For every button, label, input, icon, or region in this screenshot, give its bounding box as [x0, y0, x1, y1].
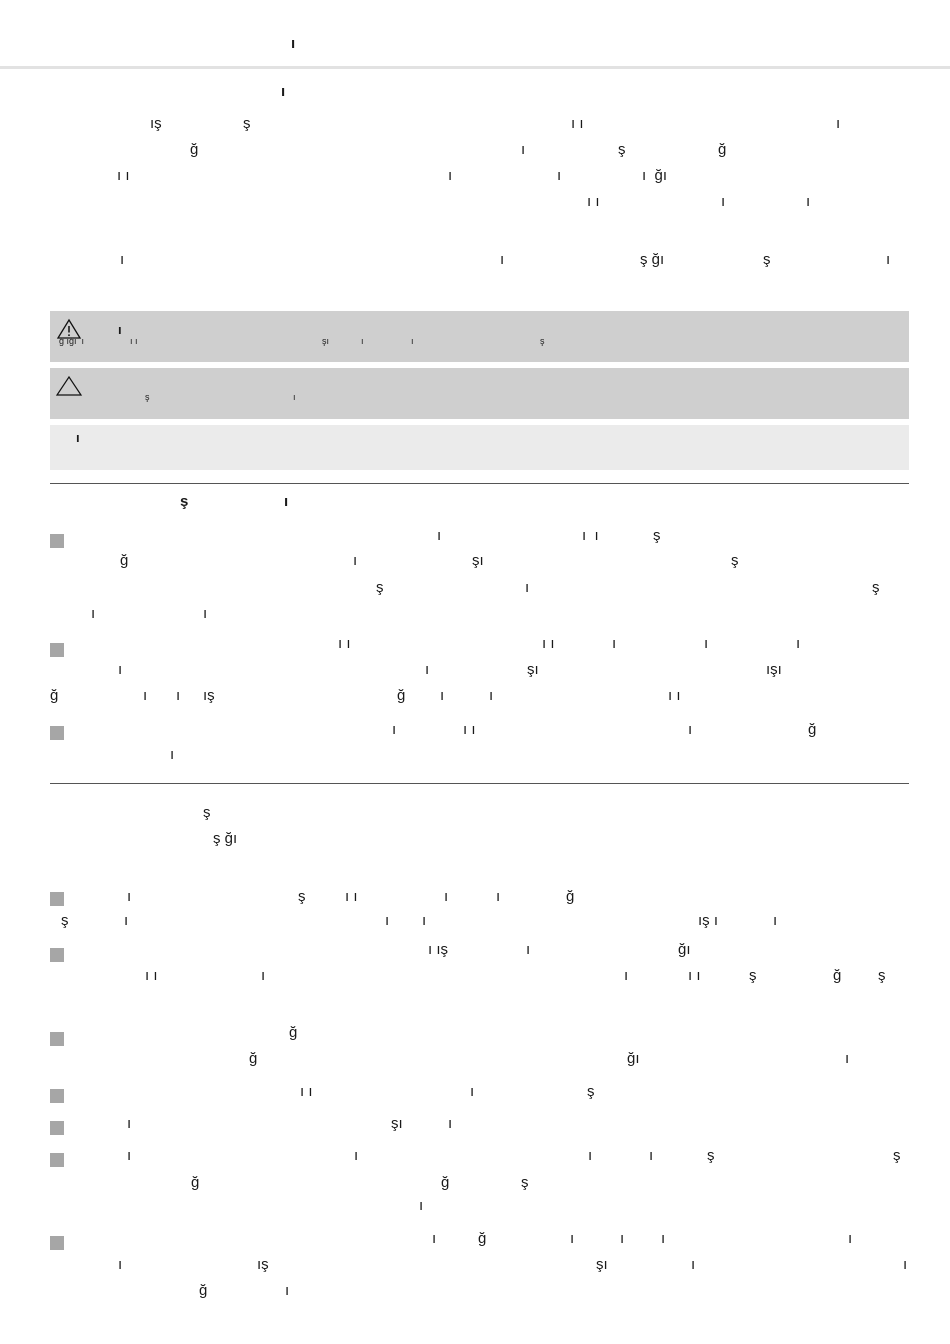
text-fragment: ş [521, 1174, 529, 1191]
text-fragment: ı [691, 1256, 696, 1273]
text-fragment: ı [500, 251, 505, 268]
text-fragment: ı [284, 493, 289, 510]
bullet-square [50, 1089, 64, 1103]
text-fragment: ı [170, 746, 175, 763]
text-fragment: ı [392, 721, 397, 738]
text-fragment: ğı [627, 1050, 640, 1067]
text-fragment: ı ı [117, 167, 130, 184]
text-fragment: ı [261, 967, 266, 984]
text-fragment: ış [257, 1256, 269, 1273]
text-fragment: ş [872, 579, 880, 596]
text-fragment: ışı [766, 661, 782, 678]
text-fragment: ş ğı [640, 251, 665, 268]
bullet-square [50, 1032, 64, 1046]
text-fragment: ı [127, 888, 132, 905]
text-fragment: ı [721, 193, 726, 210]
text-fragment: şı [527, 661, 539, 678]
text-fragment: ı [624, 967, 629, 984]
text-fragment: ş [749, 967, 757, 984]
text-fragment: ş ğı [213, 830, 238, 847]
text-fragment: ı [143, 687, 148, 704]
text-fragment: ş [243, 115, 251, 132]
text-fragment: ış [150, 115, 162, 132]
text-fragment: ı ı [130, 336, 138, 346]
text-fragment: ğ [249, 1050, 258, 1067]
text-fragment: ı ı [587, 193, 600, 210]
text-fragment: ı [448, 167, 453, 184]
text-fragment: ı [385, 912, 390, 929]
text-fragment: ı [124, 912, 129, 929]
text-fragment: ı [688, 721, 693, 738]
text-fragment: ı [903, 1256, 908, 1273]
text-fragment: ğ [478, 1230, 487, 1247]
text-fragment: ğ [289, 1024, 298, 1041]
header-divider [0, 66, 950, 69]
text-fragment: ı ı [571, 115, 584, 132]
text-fragment: ı ı [463, 721, 476, 738]
bullet-square [50, 948, 64, 962]
text-fragment: ı ı [668, 687, 681, 704]
text-fragment: ş [653, 527, 661, 544]
text-fragment: ı [470, 1083, 475, 1100]
text-fragment: ş [145, 392, 150, 402]
text-fragment: şı [596, 1256, 608, 1273]
text-fragment: ğ [199, 1282, 208, 1299]
text-fragment: ğ [120, 552, 129, 569]
text-fragment: şı [391, 1115, 403, 1132]
text-fragment: ğ [191, 1174, 200, 1191]
text-fragment: ı ı [338, 635, 351, 652]
text-fragment: ı [285, 1282, 290, 1299]
text-fragment: ı [845, 1050, 850, 1067]
bullet-square [50, 1153, 64, 1167]
text-fragment: ı [444, 888, 449, 905]
text-fragment: ı [91, 605, 96, 622]
bullet-square [50, 892, 64, 906]
text-fragment: ı [361, 336, 364, 346]
text-fragment: ğ [566, 888, 575, 905]
text-fragment: ı [886, 251, 891, 268]
note-box [50, 425, 909, 470]
text-fragment: ş [707, 1147, 715, 1164]
text-fragment: ı [293, 392, 296, 402]
text-fragment: ı [620, 1230, 625, 1247]
text-fragment: ı [521, 141, 526, 158]
text-fragment: ı ı [582, 527, 599, 544]
text-fragment: ı [440, 687, 445, 704]
text-fragment: ğ [833, 967, 842, 984]
text-fragment: ş [203, 804, 211, 821]
text-fragment: ğ ığı ı [59, 336, 85, 346]
text-fragment: ş [618, 141, 626, 158]
text-fragment: ı [118, 661, 123, 678]
text-fragment: ş [893, 1147, 901, 1164]
text-fragment: şı [472, 552, 484, 569]
text-fragment: ş [376, 579, 384, 596]
text-fragment: ğ [441, 1174, 450, 1191]
text-fragment: ı [649, 1147, 654, 1164]
text-fragment: ı ı [145, 967, 158, 984]
warning-heading: ı [118, 322, 122, 337]
text-fragment: ı [704, 635, 709, 652]
caution-notice [50, 368, 909, 419]
text-fragment: ş [878, 967, 886, 984]
text-fragment: ı [422, 912, 427, 929]
text-fragment: ı [354, 1147, 359, 1164]
text-fragment: ı [525, 579, 530, 596]
note-glyph: ı [76, 430, 80, 445]
text-fragment: ı [806, 193, 811, 210]
text-fragment: ı [526, 941, 531, 958]
text-fragment: ış ı [698, 912, 719, 929]
bullet-square [50, 1236, 64, 1250]
header-glyph: ı [291, 35, 296, 52]
text-fragment: ı [448, 1115, 453, 1132]
text-fragment: ı [353, 552, 358, 569]
text-fragment: ş [180, 493, 189, 510]
text-fragment: ı [437, 527, 442, 544]
text-fragment: ış [203, 687, 215, 704]
section-divider-bottom [50, 783, 909, 784]
text-fragment: ı [570, 1230, 575, 1247]
text-fragment: ı [588, 1147, 593, 1164]
caution-icon [55, 375, 83, 397]
text-fragment: ı [281, 83, 286, 100]
text-fragment: ı [661, 1230, 666, 1247]
text-fragment: ı [796, 635, 801, 652]
text-fragment: ı [836, 115, 841, 132]
text-fragment: ı [127, 1115, 132, 1132]
text-fragment: ı [612, 635, 617, 652]
text-fragment: ı ış [428, 941, 449, 958]
text-fragment: ı ı [542, 635, 555, 652]
text-fragment: ı [773, 912, 778, 929]
text-fragment: ş [763, 251, 771, 268]
text-fragment: ı [176, 687, 181, 704]
text-fragment: ğı [678, 941, 691, 958]
text-fragment: ı [118, 1256, 123, 1273]
text-fragment: ı ı [345, 888, 358, 905]
text-fragment: ş [731, 552, 739, 569]
text-fragment: ğ [50, 687, 59, 704]
text-fragment: ı [557, 167, 562, 184]
text-fragment: ı ı [300, 1083, 313, 1100]
bullet-square [50, 534, 64, 548]
text-fragment: ı [425, 661, 430, 678]
bullet-square [50, 643, 64, 657]
text-fragment: ı [419, 1197, 424, 1214]
text-fragment: ı [411, 336, 414, 346]
text-fragment: ş [298, 888, 306, 905]
text-fragment: ı [848, 1230, 853, 1247]
text-fragment: ı [120, 251, 125, 268]
section-divider-top [50, 483, 909, 484]
text-fragment: ğ [718, 141, 727, 158]
text-fragment: ı [432, 1230, 437, 1247]
text-fragment: ğ [808, 721, 817, 738]
text-fragment: ı [496, 888, 501, 905]
text-fragment: ı [489, 687, 494, 704]
bullet-square [50, 726, 64, 740]
text-fragment: ş [587, 1083, 595, 1100]
text-fragment: ı ı [688, 967, 701, 984]
text-fragment: ı [127, 1147, 132, 1164]
text-fragment: ğ [397, 687, 406, 704]
text-fragment: ğ [190, 141, 199, 158]
warning-notice [50, 311, 909, 362]
bullet-square [50, 1121, 64, 1135]
text-fragment: ş [540, 336, 545, 346]
text-fragment: şı [322, 336, 330, 346]
text-fragment: ı ğı [642, 167, 668, 184]
text-fragment: ş [61, 912, 69, 929]
text-fragment: ı [203, 605, 208, 622]
